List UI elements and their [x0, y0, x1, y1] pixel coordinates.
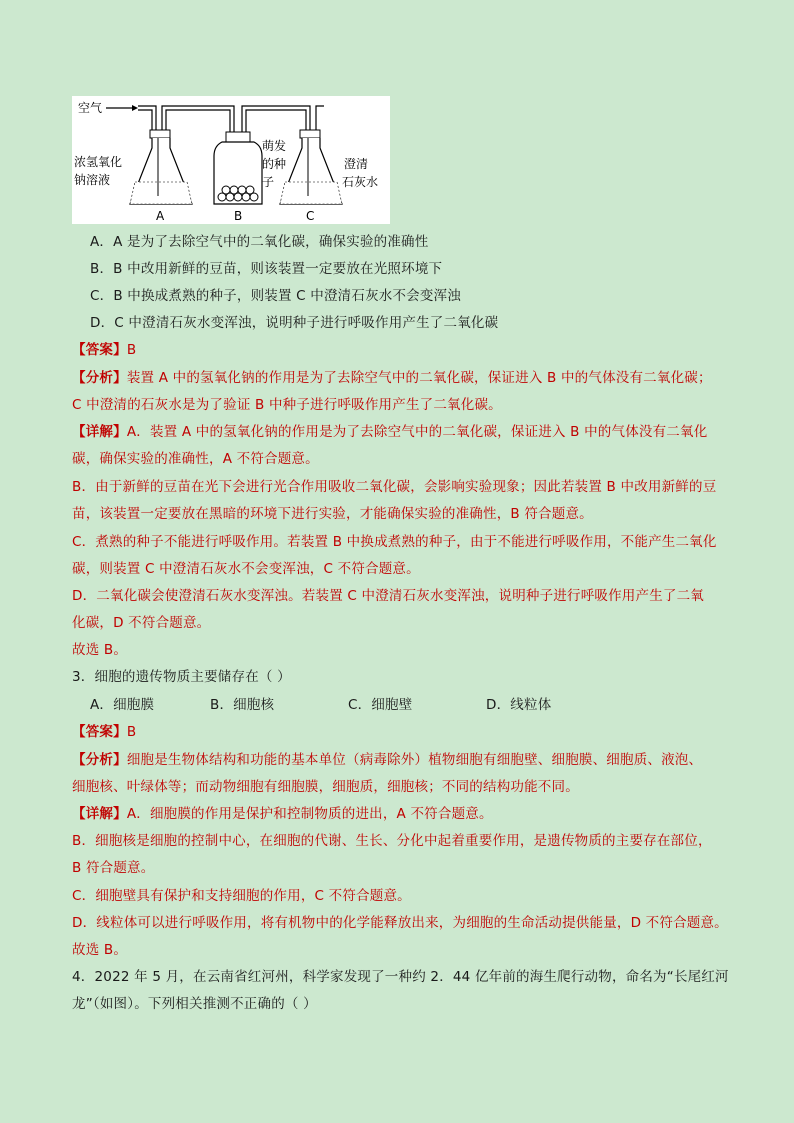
detail-tag: 【详解】: [72, 424, 127, 440]
q2-option-a: A．A 是为了去除空气中的二氧化碳，确保实验的准确性: [90, 234, 429, 250]
naoh-label-2: 钠溶液: [74, 173, 111, 187]
experiment-apparatus-figure: [72, 96, 390, 224]
label-b: B: [234, 209, 243, 223]
flask-a: [130, 130, 192, 204]
q2-option-b: B．B 中改用新鲜的豆苗，则该装置一定要放在光照环境下: [90, 261, 443, 277]
apparatus-diagram: [72, 96, 390, 224]
q2-analysis-2: C 中澄清的石灰水是为了验证 B 中种子进行呼吸作用产生了二氧化碳。: [72, 397, 502, 413]
q3-conclusion: 故选 B。: [72, 942, 128, 958]
q3-detail-d: D．线粒体可以进行呼吸作用，将有机物中的化学能释放出来，为细胞的生命活动提供能量，D 不符合题意。: [72, 915, 728, 931]
arrow-head-icon: [132, 105, 138, 111]
bottle-b: [214, 132, 262, 204]
air-label: 空气: [78, 101, 103, 115]
q4-stem-1: 4．2022 年 5 月，在云南省红河州，科学家发现了一种约 2．44 亿年前的海生爬行动物，命名为“长尾红河: [72, 969, 729, 985]
analysis-tag: 【分析】: [72, 370, 127, 386]
answer-value: B: [126, 724, 137, 740]
q3-stem: 3．细胞的遗传物质主要储存在（ ）: [72, 669, 291, 685]
detail-text: A．装置 A 中的氢氧化钠的作用是为了去除空气中的二氧化碳，保证进入 B 中的气体没有二氧化: [126, 424, 708, 440]
q2-detail-a1: [72, 423, 732, 442]
q3-analysis-2: 细胞核、叶绿体等；而动物细胞有细胞膜，细胞质，细胞核；不同的结构功能不同。: [72, 779, 579, 795]
q2-detail-a2: 碳，确保实验的准确性，A 不符合题意。: [72, 451, 319, 467]
q3-detail-b2: B 符合题意。: [72, 860, 155, 876]
analysis-text: 细胞是生物体结构和功能的基本单位（病毒除外）植物细胞有细胞壁、细胞膜、细胞质、液泡、: [126, 752, 703, 768]
q3-options: [90, 696, 750, 715]
lime-label-2: 石灰水: [342, 175, 379, 189]
answer-tag: 【答案】: [72, 342, 127, 358]
analysis-tag: 【分析】: [72, 752, 127, 768]
q2-detail-d2: 化碳，D 不符合题意。: [72, 615, 211, 631]
q2-detail-c2: 碳，则装置 C 中澄清石灰水不会变浑浊，C 不符合题意。: [72, 561, 420, 577]
seed-label-1: 萌发: [262, 139, 287, 153]
q2-option-d: D．C 中澄清石灰水变浑浊，说明种子进行呼吸作用产生了二氧化碳: [90, 315, 499, 331]
answer-tag: 【答案】: [72, 724, 127, 740]
q2-analysis-1: [72, 369, 732, 388]
q2-option-c: C．B 中换成煮熟的种子，则装置 C 中澄清石灰水不会变浑浊: [90, 288, 461, 304]
q2-detail-c1: C．煮熟的种子不能进行呼吸作用。若装置 B 中换成煮熟的种子，由于不能进行呼吸作用，不能产生二氧化: [72, 534, 717, 550]
q3-answer: [72, 723, 732, 742]
q3-option-a: A．细胞膜: [90, 697, 155, 713]
q3-option-c: C．细胞壁: [348, 697, 413, 713]
q2-answer: [72, 341, 732, 360]
detail-tag: 【详解】: [72, 806, 127, 822]
q2-conclusion: 故选 B。: [72, 642, 128, 658]
analysis-text: 装置 A 中的氢氧化钠的作用是为了去除空气中的二氧化碳，保证进入 B 中的气体没有二氧化碳；: [126, 370, 712, 386]
answer-value: B: [126, 342, 137, 358]
q2-detail-b2: 苗，该装置一定要放在黑暗的环境下进行实验，才能确保实验的准确性，B 符合题意。: [72, 506, 593, 522]
lime-label-1: 澄清: [344, 157, 369, 171]
q3-analysis-1: [72, 751, 732, 770]
flask-c: [280, 130, 342, 204]
q3-detail-c: C．细胞壁具有保护和支持细胞的作用，C 不符合题意。: [72, 888, 411, 904]
label-a: A: [156, 209, 165, 223]
seed-label-3: 子: [262, 175, 275, 189]
q2-detail-b1: B．由于新鲜的豆苗在光下会进行光合作用吸收二氧化碳，会影响实验现象；因此若装置 B 中改用新鲜的豆: [72, 479, 717, 495]
q3-detail-b1: B．细胞核是细胞的控制中心，在细胞的代谢、生长、分化中起着重要作用，是遗传物质的主要存在部位，: [72, 833, 712, 849]
q4-stem-2: 龙”（如图）。下列相关推测不正确的（ ）: [72, 996, 317, 1012]
q3-option-d: D．线粒体: [486, 697, 552, 713]
q2-detail-d1: D．二氧化碳会使澄清石灰水变浑浊。若装置 C 中澄清石灰水变浑浊，说明种子进行呼吸作用产生了二氧: [72, 588, 705, 604]
naoh-label-1: 浓氢氧化: [74, 155, 123, 169]
q3-option-b: B．细胞核: [210, 697, 275, 713]
label-c: C: [306, 209, 315, 223]
q3-detail-a: [72, 805, 732, 824]
detail-text: A．细胞膜的作用是保护和控制物质的进出，A 不符合题意。: [126, 806, 493, 822]
seed-label-2: 的种: [262, 157, 287, 171]
